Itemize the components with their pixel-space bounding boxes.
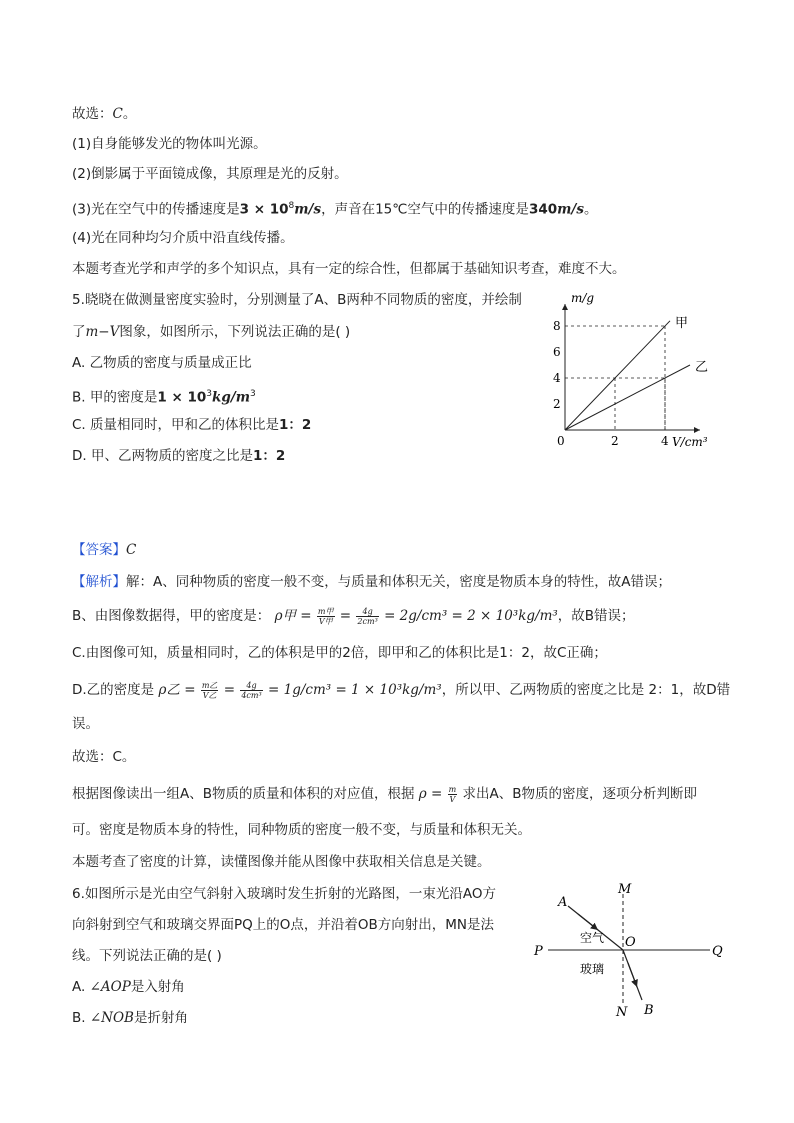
label-air: 空气 — [580, 931, 605, 945]
q6-stem-line2: 向斜射到空气和玻璃交界面PQ上的O点，并沿着OB方向射出，MN是法 — [72, 917, 495, 933]
label-a: A — [558, 895, 568, 910]
analysis-line3: C.由图像可知，质量相同时，乙的体积是甲的2倍，即甲和乙的体积比是1：2，故C正确； — [72, 645, 607, 661]
label-m: M — [618, 882, 632, 897]
y-axis-label: m/g — [571, 291, 595, 305]
q5-option-b: B. 甲的密度是$1 \times 10^3kg/m^3$ — [72, 389, 256, 406]
series-label: 甲 — [675, 315, 689, 331]
q6-option-b: B. ∠NOB是折射角 — [72, 1010, 188, 1026]
series-label: 乙 — [695, 360, 709, 375]
mv-chart — [540, 288, 740, 458]
knowledge-point-3: (3)光在空气中的传播速度是$3 \times 10^8m/s$，声音在15℃空气中的传播速度是340m/s。 — [72, 201, 598, 218]
y-tick-label: 4 — [553, 371, 561, 385]
y-tick-label: 8 — [553, 319, 561, 333]
knowledge-point-1: (1)自身能够发光的物体叫光源。 — [72, 136, 267, 152]
analysis-method: 根据图像读出一组A、B物质的质量和体积的对应值，根据 ρ = $\frac{m}{V}$ 求出A、B物质的密度，逐项分析判断即 — [72, 784, 698, 804]
x-tick-label: 4 — [661, 434, 669, 448]
q5-stem-line1: 5.晓晓在做测量密度实验时，分别测量了A、B两种不同物质的密度，并绘制 — [72, 292, 522, 308]
summary-prev: 本题考查光学和声学的多个知识点，具有一定的综合性，但都属于基础知识考查，难度不大。 — [72, 261, 626, 277]
analysis-method2: 可。密度是物质本身的特性，同种物质的密度一般不变，与质量和体积无关。 — [72, 822, 531, 838]
x-tick-label: 0 — [557, 434, 565, 448]
label-o: O — [625, 935, 636, 950]
analysis-line5: 误。 — [72, 716, 99, 732]
analysis-line2: B、由图像数据得，甲的密度是： ρ甲 = $\frac{\text{m甲}}{\text{V甲}}$ = $\frac{4g}{\text{2cm³}}$ = 2g/cm³ = 2 × 10³kg/m³，故B错误； — [72, 606, 635, 626]
y-tick-label: 2 — [553, 397, 561, 411]
x-axis-label: V/cm³ — [672, 435, 708, 449]
analysis-label: 【解析】 — [72, 574, 126, 590]
q5-option-d: D. 甲、乙两物质的密度之比是1：2 — [72, 448, 286, 464]
q5-stem-line2: 了m−V图象，如图所示，下列说法正确的是( ) — [72, 324, 351, 340]
label-b: B — [644, 1003, 654, 1018]
q5-option-a: A. 乙物质的密度与质量成正比 — [72, 355, 252, 371]
q6-option-a: A. ∠AOP是入射角 — [72, 979, 185, 995]
refraction-diagram — [530, 880, 730, 1020]
q5-option-c: C. 质量相同时，甲和乙的体积比是1：2 — [72, 417, 312, 433]
label-p: P — [534, 944, 543, 959]
refracted-arrow — [628, 963, 637, 987]
answer-label: 【答案】 — [72, 542, 126, 558]
q6-stem-line3: 线。下列说法正确的是( ) — [72, 948, 222, 964]
analysis-line4: D.乙的密度是 ρ乙 = $\frac{\text{m乙}}{\text{V乙}}$ = $\frac{4g}{\text{4cm³}}$ = 1g/cm³ = 1 × 10³kg/m³，所以甲、乙两物质的密度之比是 2：1，故D错 — [72, 680, 731, 700]
label-q: Q — [712, 944, 723, 959]
choose-line: 故选：C。 — [72, 106, 137, 122]
analysis-line1: 【解析】解：A、同种物质的密度一般不变，与质量和体积无关，密度是物质本身的特性，故A错误； — [72, 574, 671, 590]
series-line-yi — [565, 365, 690, 430]
analysis-choose: 故选：C。 — [72, 749, 136, 765]
answer-line: 【答案】C — [72, 542, 137, 558]
series-line-jia — [565, 321, 670, 430]
incident-arrow — [578, 914, 598, 930]
y-tick-label: 6 — [553, 345, 561, 359]
knowledge-point-4: (4)光在同种均匀介质中沿直线传播。 — [72, 230, 294, 246]
label-n: N — [616, 1005, 628, 1020]
label-glass: 玻璃 — [580, 962, 605, 976]
x-tick-label: 2 — [611, 434, 619, 448]
knowledge-point-2: (2)倒影属于平面镜成像，其原理是光的反射。 — [72, 166, 348, 182]
analysis-summary: 本题考查了密度的计算，读懂图像并能从图像中获取相关信息是关键。 — [72, 854, 491, 870]
q6-stem-line1: 6.如图所示是光由空气斜射入玻璃时发生折射的光路图，一束光沿AO方 — [72, 886, 497, 902]
